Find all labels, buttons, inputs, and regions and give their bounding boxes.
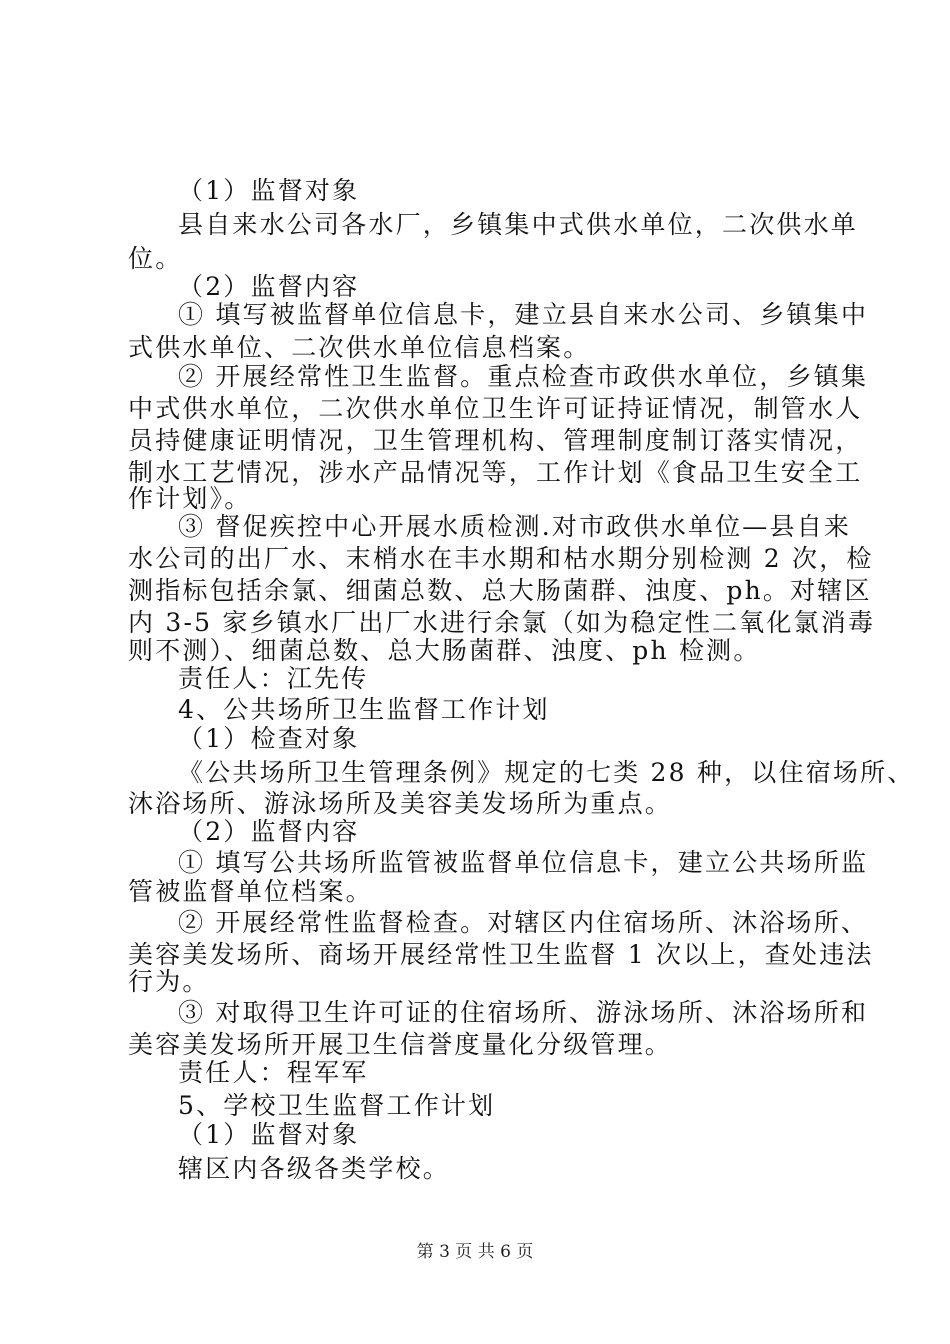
text-line: ② 开展经常性监督检查。对辖区内住宿场所、沐浴场所、 xyxy=(178,908,869,937)
text-line: 行为。 xyxy=(128,967,210,996)
text-line: （1）监督对象 xyxy=(178,176,360,205)
text-line: 《公共场所卫生管理条例》规定的七类 28 种，以住宿场所、 xyxy=(178,758,915,787)
text-line: 辖区内各级各类学校。 xyxy=(178,1154,451,1183)
text-line: ③ 对取得卫生许可证的住宿场所、游泳场所、沐浴场所和 xyxy=(178,998,869,1027)
text-line: （1）监督对象 xyxy=(178,1120,360,1149)
text-line: （1）检查对象 xyxy=(178,724,360,753)
text-line: （2）监督内容 xyxy=(178,272,360,301)
text-line: 测指标包括余氯、细菌总数、总大肠菌群、浊度、ph。对辖区 xyxy=(128,576,872,605)
text-line: 制水工艺情况，涉水产品情况等，工作计划《食品卫生安全工 xyxy=(128,458,863,487)
text-line: 管被监督单位档案。 xyxy=(128,877,373,906)
text-line: 责任人：江先传 xyxy=(178,664,369,693)
text-line: 美容美发场所开展卫生信誉度量化分级管理。 xyxy=(128,1030,673,1059)
text-line: 水公司的出厂水、末梢水在丰水期和枯水期分别检测 2 次，检 xyxy=(128,544,874,573)
text-line: 中式供水单位，二次供水单位卫生许可证持证情况，制管水人 xyxy=(128,394,863,423)
text-line: 5、学校卫生监督工作计划 xyxy=(178,1091,496,1120)
text-line: 作计划》。 xyxy=(128,484,252,513)
text-line: ③ 督促疾控中心开展水质检测.对市政供水单位—县自来 xyxy=(178,512,852,541)
text-line: 县自来水公司各水厂，乡镇集中式供水单位，二次供水单 xyxy=(178,210,859,239)
text-line: 员持健康证明情况，卫生管理机构、管理制度制订落实情况， xyxy=(128,426,863,455)
text-line: 内 3-5 家乡镇水厂出厂水进行余氯（如为稳定性二氧化氯消毒 xyxy=(128,608,876,637)
text-line: ① 填写公共场所监管被监督单位信息卡，建立公共场所监 xyxy=(178,848,869,877)
text-line: ② 开展经常性卫生监督。重点检查市政供水单位，乡镇集 xyxy=(178,362,869,391)
text-line: 位。 xyxy=(128,244,183,273)
page-number-footer: 第 3 页 共 6 页 xyxy=(416,1242,534,1262)
text-line: 沐浴场所、游泳场所及美容美发场所为重点。 xyxy=(128,789,673,818)
text-line: 则不测）、细菌总数、总大肠菌群、浊度、ph 检测。 xyxy=(128,636,761,665)
text-line: 4、公共场所卫生监督工作计划 xyxy=(178,695,550,724)
text-line: 美容美发场所、商场开展经常性卫生监督 1 次以上，查处违法 xyxy=(128,940,874,969)
text-line: 式供水单位、二次供水单位信息档案。 xyxy=(128,333,591,362)
text-line: 责任人：程军军 xyxy=(178,1058,369,1087)
text-line: （2）监督内容 xyxy=(178,817,360,846)
text-line: ① 填写被监督单位信息卡，建立县自来水公司、乡镇集中 xyxy=(178,300,869,329)
